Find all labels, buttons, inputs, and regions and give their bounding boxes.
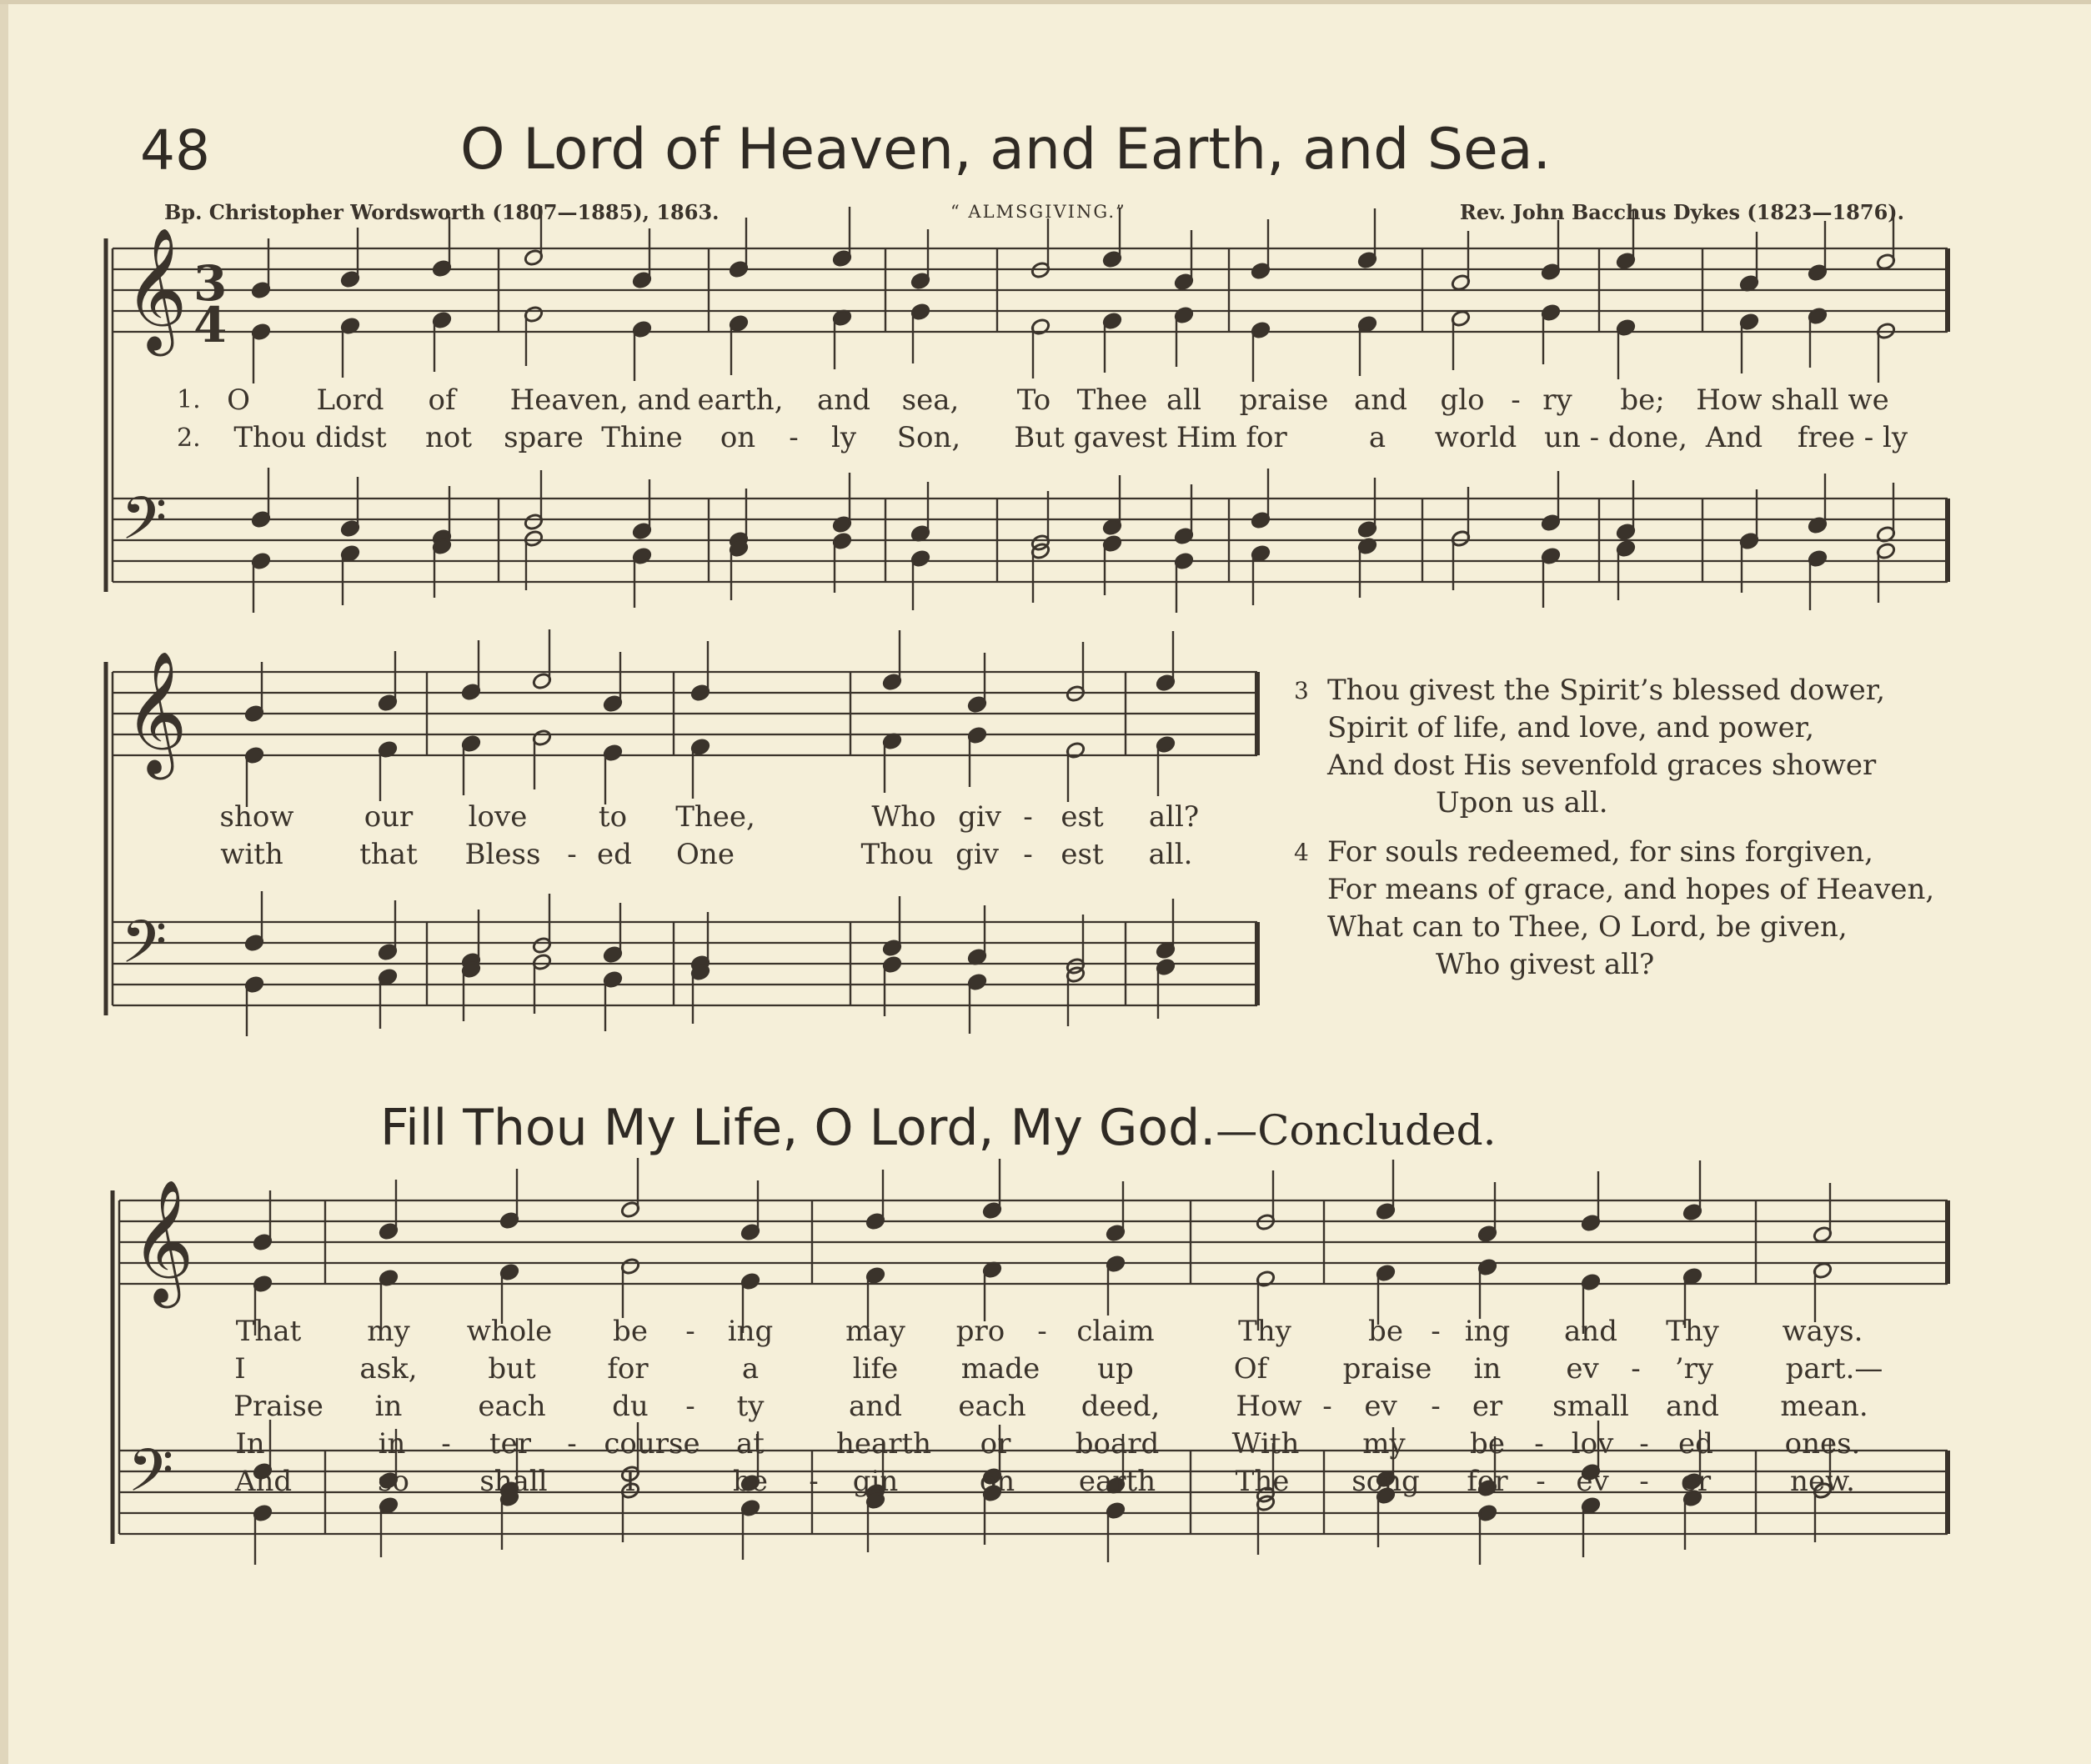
syllable: praise — [1342, 1352, 1432, 1386]
syllable: Of — [1233, 1352, 1268, 1386]
stanza-line: Upon us all. — [1436, 786, 1608, 819]
syllable: gin — [852, 1465, 899, 1498]
syllable: est — [1061, 800, 1104, 834]
stanza-line: For souls redeemed, for sins forgiven, — [1327, 835, 1873, 869]
second-hymn-title-sub: —Concluded. — [1216, 1106, 1497, 1155]
syllable: so — [378, 1465, 409, 1498]
lyric-line-s1v1 — [0, 383, 2091, 417]
syllable: - — [1534, 1427, 1544, 1461]
treble-clef-icon: 𝄞 — [131, 1179, 194, 1303]
syllable: course — [604, 1427, 700, 1461]
syllable: up — [1097, 1352, 1134, 1386]
syllable: ed — [1678, 1427, 1713, 1461]
syllable: ing — [1464, 1315, 1511, 1348]
syllable: O — [227, 383, 250, 417]
syllable: deed, — [1081, 1390, 1161, 1423]
syllable: ones. — [1784, 1427, 1861, 1461]
lyric-line-s3v1 — [0, 1315, 2091, 1348]
stanza-number: 4 — [1294, 839, 1309, 866]
syllable: Thou didst — [233, 421, 387, 454]
syllable: Thy — [1238, 1315, 1291, 1348]
syllable: each — [478, 1390, 546, 1423]
syllable: ev — [1364, 1390, 1397, 1423]
lyric-line-s2v1 — [0, 800, 1284, 834]
lyric-line-s3v5 — [0, 1465, 2091, 1498]
syllable: sea, — [901, 383, 960, 417]
syllable: all. — [1148, 838, 1193, 871]
syllable: shall — [479, 1465, 548, 1498]
syllable: and — [1354, 383, 1407, 417]
syllable: free - ly — [1797, 421, 1908, 454]
syllable: ing — [727, 1315, 774, 1348]
syllable: Praise — [233, 1390, 323, 1423]
composer-credit: Rev. John Bacchus Dykes (1823—1876). — [1459, 200, 1904, 224]
syllable: The — [1235, 1465, 1290, 1498]
treble-clef-icon: 𝄞 — [124, 650, 188, 774]
syllable: love — [468, 800, 528, 834]
syllable: du — [612, 1390, 649, 1423]
syllable: - — [1023, 800, 1033, 834]
syllable: for — [1467, 1465, 1508, 1498]
syllable: - — [1037, 1315, 1047, 1348]
second-hymn-title — [380, 1099, 1497, 1157]
syllable: - — [567, 838, 577, 871]
syllable: pro — [955, 1315, 1005, 1348]
hymn-title: O Lord of Heaven, and Earth, and Sea. — [460, 117, 1552, 183]
syllable: - — [1511, 383, 1521, 417]
syllable: - — [567, 1427, 577, 1461]
syllable: may — [845, 1315, 905, 1348]
syllable: be — [1470, 1427, 1505, 1461]
syllable: Thine — [601, 421, 683, 454]
syllable: - — [1536, 1465, 1546, 1498]
syllable: of — [428, 383, 456, 417]
syllable: each — [958, 1390, 1026, 1423]
syllable: not — [424, 421, 473, 454]
lyric-line-s3v3 — [0, 1390, 2091, 1423]
syllable: How — [1236, 1390, 1302, 1423]
hymn-number: 48 — [140, 118, 210, 183]
syllable: How shall we — [1696, 383, 1889, 417]
syllable: and — [817, 383, 870, 417]
syllable: a — [1368, 421, 1386, 454]
bass-clef-icon: 𝄢 — [121, 908, 168, 991]
syllable: hearth — [835, 1427, 932, 1461]
syllable: my — [1362, 1427, 1406, 1461]
syllable: or — [980, 1427, 1011, 1461]
syllable: ter — [489, 1427, 532, 1461]
syllable: - — [685, 1390, 695, 1423]
second-hymn-title-main: Fill Thou My Life, O Lord, My God. — [380, 1099, 1216, 1157]
verse-number: 2. — [177, 423, 201, 453]
syllable: - — [809, 1465, 819, 1498]
syllable: - — [1023, 838, 1033, 871]
syllable: life — [852, 1352, 899, 1386]
syllable: er — [1472, 1390, 1503, 1423]
syllable: praise — [1239, 383, 1329, 417]
syllable: est — [1061, 838, 1104, 871]
syllable: I — [234, 1352, 246, 1386]
syllable: new. — [1790, 1465, 1855, 1498]
syllable: that — [359, 838, 418, 871]
syllable: claim — [1076, 1315, 1155, 1348]
syllable: all — [1166, 383, 1202, 417]
syllable: Thee — [1076, 383, 1148, 417]
lyric-line-s1v2 — [0, 421, 2091, 454]
syllable: - — [1431, 1315, 1441, 1348]
syllable: Son, — [896, 421, 961, 454]
syllable: glo — [1440, 383, 1485, 417]
syllable: With — [1231, 1427, 1300, 1461]
lyric-line-s3v4 — [0, 1427, 2091, 1461]
syllable: and — [1564, 1315, 1617, 1348]
syllable: with — [220, 838, 283, 871]
syllable: world — [1434, 421, 1517, 454]
syllable: - — [1322, 1390, 1332, 1423]
syllable: giv — [958, 800, 1001, 834]
author-credit: Bp. Christopher Wordsworth (1807—1885), 1863. — [164, 200, 720, 224]
syllable: - — [441, 1427, 451, 1461]
additional-stanzas — [1294, 672, 2044, 995]
syllable: - — [789, 421, 799, 454]
stanza-number: 3 — [1294, 677, 1309, 704]
stanza-line: And dost His sevenfold graces shower — [1327, 749, 1877, 782]
syllable: - — [685, 1315, 695, 1348]
syllable: but — [488, 1352, 536, 1386]
syllable: our — [364, 800, 414, 834]
syllable: in — [1473, 1352, 1502, 1386]
syllable: I — [624, 1465, 636, 1498]
syllable: To — [1016, 383, 1051, 417]
syllable: be — [613, 1315, 648, 1348]
tune-name: “ ALMSGIVING.” — [950, 202, 1126, 222]
syllable: ty — [736, 1390, 765, 1423]
stanza-3 — [1294, 672, 2044, 822]
syllable: ed — [597, 838, 632, 871]
syllable: Thou — [860, 838, 934, 871]
syllable: to — [598, 800, 628, 834]
syllable: earth — [1078, 1465, 1156, 1498]
syllable: lov — [1571, 1427, 1614, 1461]
syllable: whole — [466, 1315, 553, 1348]
bass-clef-icon: 𝄢 — [128, 1436, 174, 1520]
syllable: ly — [830, 421, 857, 454]
syllable: all? — [1148, 800, 1200, 834]
syllable: in — [374, 1390, 403, 1423]
syllable: show — [219, 800, 294, 834]
syllable: song — [1351, 1465, 1420, 1498]
syllable: That — [235, 1315, 302, 1348]
stanza-line: Who givest all? — [1436, 948, 1655, 981]
syllable: ev — [1576, 1465, 1609, 1498]
syllable: Thee, — [675, 800, 755, 834]
syllable: - — [1631, 1352, 1641, 1386]
syllable: for — [607, 1352, 649, 1386]
syllable: ry — [1542, 383, 1572, 417]
syllable: ask, — [359, 1352, 418, 1386]
syllable: a — [741, 1352, 760, 1386]
syllable: and — [849, 1390, 902, 1423]
treble-clef-icon: 𝄞 — [124, 227, 188, 351]
syllable: In — [235, 1427, 265, 1461]
syllable: part.— — [1785, 1352, 1883, 1386]
syllable: - — [1431, 1390, 1441, 1423]
lyric-line-s2v2 — [0, 838, 1284, 871]
syllable: my — [367, 1315, 410, 1348]
syllable: be — [733, 1465, 768, 1498]
syllable: on — [720, 421, 756, 454]
time-signature: 4 — [193, 297, 228, 353]
syllable: small — [1552, 1390, 1629, 1423]
syllable: un - done, — [1544, 421, 1687, 454]
stanza-line: For means of grace, and hopes of Heaven, — [1327, 873, 1935, 906]
syllable: be; — [1620, 383, 1665, 417]
syllable: - — [1639, 1427, 1649, 1461]
syllable: ways. — [1782, 1315, 1863, 1348]
syllable: giv — [955, 838, 999, 871]
syllable: Heaven, and — [509, 383, 691, 417]
lyric-line-s3v2 — [0, 1352, 2091, 1386]
stanza-line: Spirit of life, and love, and power, — [1327, 711, 1815, 744]
stanza-line: What can to Thee, O Lord, be given, — [1327, 910, 1848, 944]
verse-number: 1. — [177, 385, 201, 414]
syllable: Who — [871, 800, 936, 834]
syllable: But gavest Him for — [1014, 421, 1287, 454]
syllable: And — [234, 1465, 293, 1498]
bass-clef-icon: 𝄢 — [121, 484, 168, 568]
syllable: earth, — [697, 383, 784, 417]
syllable: Thy — [1666, 1315, 1719, 1348]
time-signature: 3 — [193, 255, 228, 312]
syllable: be — [1368, 1315, 1403, 1348]
stanza-4 — [1294, 834, 2044, 984]
syllable: in — [378, 1427, 406, 1461]
syllable: ev — [1566, 1352, 1599, 1386]
syllable: Lord — [316, 383, 384, 417]
syllable: Bless — [464, 838, 541, 871]
syllable: mean. — [1780, 1390, 1868, 1423]
syllable: And — [1705, 421, 1763, 454]
syllable: er — [1680, 1465, 1712, 1498]
syllable: ’ry — [1674, 1352, 1714, 1386]
syllable: and — [1666, 1390, 1719, 1423]
syllable: board — [1075, 1427, 1160, 1461]
stanza-line: Thou givest the Spirit’s blessed dower, — [1327, 674, 1886, 707]
syllable: on — [979, 1465, 1015, 1498]
syllable: at — [736, 1427, 765, 1461]
syllable: - — [1639, 1465, 1649, 1498]
syllable: One — [676, 838, 735, 871]
syllable: spare — [504, 421, 584, 454]
syllable: made — [960, 1352, 1040, 1386]
